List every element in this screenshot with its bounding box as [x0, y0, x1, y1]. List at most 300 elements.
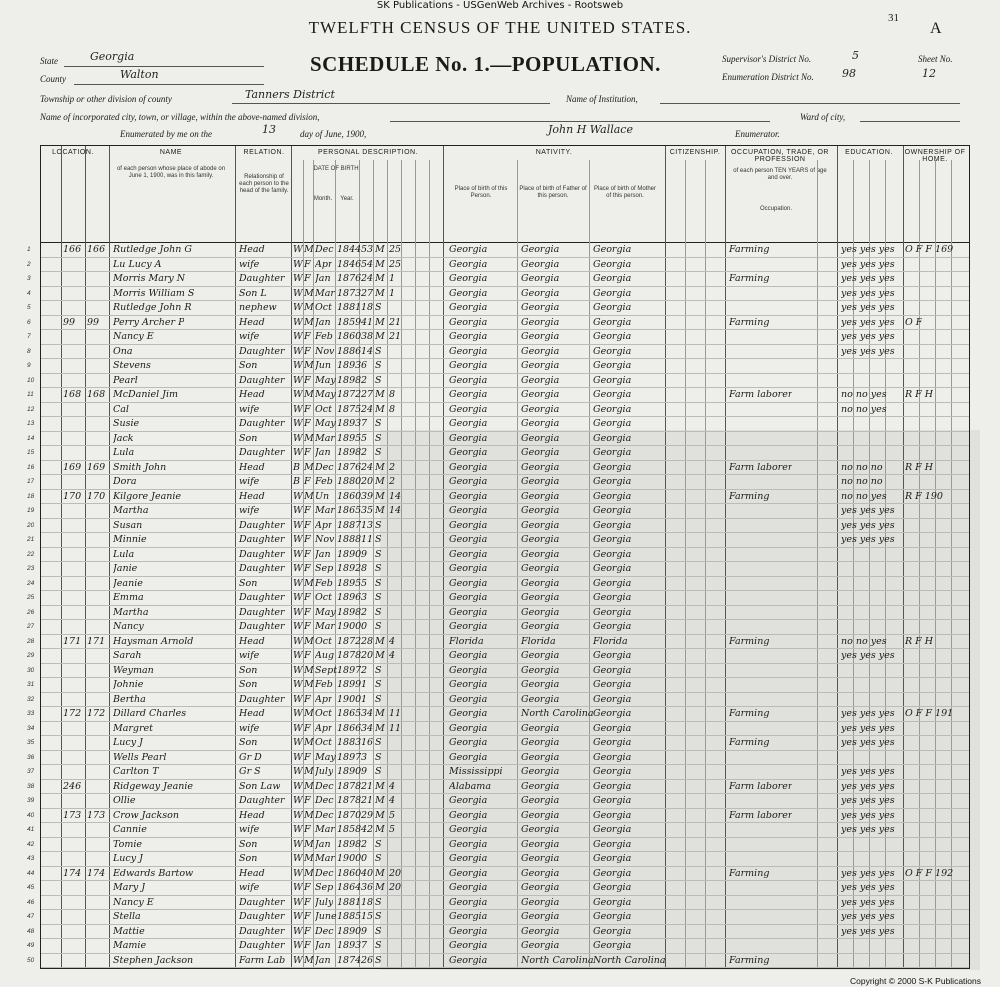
birth-month: Jan — [315, 940, 331, 951]
color: W — [293, 360, 303, 371]
ward-rule — [860, 121, 960, 122]
row-number: 45 — [27, 884, 35, 891]
birthplace: Georgia — [449, 650, 488, 661]
birthplace: Georgia — [449, 360, 488, 371]
row-number: 23 — [27, 565, 35, 572]
color: W — [293, 273, 303, 284]
row-number: 19 — [27, 507, 35, 514]
relation: wife — [239, 505, 260, 516]
birth-month: Apr — [315, 722, 333, 734]
age: 2 — [361, 374, 368, 386]
age: 3 — [361, 592, 368, 603]
sex: M — [304, 838, 314, 850]
relation: Daughter — [239, 418, 285, 429]
person-name: Haysman Arnold — [113, 635, 194, 647]
father-birthplace: Georgia — [521, 302, 560, 313]
marital-condition: M — [375, 780, 385, 792]
sex: F — [304, 795, 311, 806]
person-name: Dora — [113, 476, 137, 487]
sex: M — [304, 490, 314, 502]
color: W — [293, 447, 303, 458]
table-row — [27, 663, 969, 679]
father-birthplace: Georgia — [521, 316, 560, 328]
birth-month: Feb — [315, 331, 333, 342]
row-number: 25 — [27, 594, 35, 601]
birthplace: Georgia — [449, 548, 488, 560]
sex: F — [304, 548, 311, 560]
sex: F — [304, 418, 311, 429]
education: yes yes yes — [841, 331, 895, 342]
row-number: 22 — [27, 550, 35, 558]
birthplace: Georgia — [449, 389, 488, 400]
person-name: Wells Pearl — [113, 751, 167, 763]
birthplace: Georgia — [449, 287, 488, 299]
father-birthplace: Georgia — [521, 882, 560, 893]
sex: F — [304, 925, 311, 937]
father-birthplace: Georgia — [521, 911, 560, 922]
person-name: Morris William S — [113, 287, 195, 299]
relation: Head — [239, 244, 265, 255]
birthplace: Georgia — [449, 722, 488, 734]
table-row — [27, 547, 969, 563]
row-number: 39 — [27, 797, 35, 804]
group-relation: RELATION. — [243, 149, 285, 156]
person-name: Johnie — [113, 679, 144, 690]
marital-condition: M — [375, 635, 385, 647]
father-birthplace: Georgia — [521, 418, 560, 429]
age: 0 — [361, 621, 368, 632]
person-name: Tomie — [113, 838, 142, 850]
sex: M — [304, 244, 314, 255]
relation: Daughter — [239, 606, 285, 618]
relation: Head — [239, 867, 265, 879]
table-row — [27, 924, 969, 940]
table-row — [27, 677, 969, 693]
color: W — [293, 751, 303, 763]
birth-year: 1888 — [337, 534, 362, 545]
person-name: Edwards Bartow — [113, 867, 194, 879]
mother-birthplace: North Carolina — [593, 954, 666, 966]
education: yes yes yes — [841, 925, 895, 937]
birth-month: Dec — [315, 809, 334, 821]
age: 2 — [361, 838, 368, 850]
relation: Daughter — [239, 345, 285, 357]
father-birthplace: North Carolina — [521, 708, 594, 719]
schedule-title: SCHEDULE No. 1.—POPULATION. — [310, 52, 661, 76]
sex: F — [304, 519, 311, 531]
education: no no yes — [841, 403, 887, 415]
family-number: 170 — [87, 490, 106, 502]
birth-month: Jan — [315, 447, 331, 458]
age: 9 — [361, 925, 368, 937]
birth-year: 1893 — [337, 418, 362, 429]
color: W — [293, 345, 303, 357]
marital-condition: M — [375, 258, 385, 270]
enumerated-label: Enumerated by me on the — [120, 129, 212, 139]
person-name: McDaniel Jim — [113, 389, 179, 400]
color: W — [293, 766, 303, 777]
relation: nephew — [239, 302, 277, 313]
birthplace: Mississippi — [449, 766, 503, 777]
birthplace: Georgia — [449, 911, 488, 922]
father-birthplace: Georgia — [521, 722, 560, 734]
table-row — [27, 474, 969, 490]
years-married: 21 — [389, 316, 402, 328]
table-row — [27, 344, 969, 360]
row-number: 40 — [27, 811, 35, 819]
county-label: County — [40, 74, 66, 84]
enumeration-label: Enumeration District No. — [722, 72, 814, 82]
group-ownership: OWNERSHIP OF HOME. — [904, 149, 966, 163]
birth-year: 1860 — [337, 490, 362, 502]
mother-birthplace: Georgia — [593, 766, 632, 777]
father-birthplace: Georgia — [521, 519, 560, 531]
birthplace: Georgia — [449, 374, 488, 386]
age: 9 — [361, 766, 368, 777]
occupation: Farming — [729, 737, 770, 748]
person-name: Lu Lucy A — [113, 258, 162, 270]
row-number: 36 — [27, 753, 35, 761]
table-row — [27, 242, 969, 258]
year-head: Year. — [340, 196, 354, 202]
ownership: O F — [905, 316, 923, 328]
birth-month: Dec — [315, 925, 334, 937]
age: 7 — [361, 940, 368, 951]
marital-condition: S — [375, 563, 382, 574]
father-birthplace: Georgia — [521, 664, 560, 676]
person-name: Lucy J — [113, 853, 143, 864]
birth-month: Oct — [315, 635, 332, 647]
marital-condition: M — [375, 882, 385, 893]
row-number: 33 — [27, 710, 35, 717]
color: W — [293, 563, 303, 574]
relation: Son Law — [239, 780, 281, 792]
relation: Son — [239, 577, 258, 589]
occupation: Farming — [729, 316, 770, 328]
father-birthplace: Georgia — [521, 476, 560, 487]
education: yes yes yes — [841, 273, 895, 284]
mother-birthplace: Georgia — [593, 244, 632, 255]
mother-birthplace: Georgia — [593, 447, 632, 458]
birth-year: 1885 — [337, 911, 362, 922]
enumerator-label: Enumerator. — [735, 129, 780, 139]
table-row — [27, 532, 969, 548]
group-occupation: OCCUPATION, TRADE, OR PROFESSION — [730, 149, 829, 163]
table-row — [27, 605, 969, 621]
color: W — [293, 664, 303, 676]
sex: F — [304, 505, 311, 516]
row-number: 14 — [27, 434, 35, 442]
birth-month: Jan — [315, 273, 331, 284]
ownership: R F 190 — [905, 490, 943, 502]
person-name: Mattie — [113, 925, 145, 937]
person-name: Ollie — [113, 795, 136, 806]
occupation: Farming — [729, 273, 770, 284]
mother-birthplace: Georgia — [593, 650, 632, 661]
birth-year: 1878 — [337, 650, 362, 661]
age: 18 — [361, 896, 374, 908]
birthplace: Georgia — [449, 606, 488, 618]
birth-year: 1876 — [337, 461, 362, 473]
birthplace: Georgia — [449, 679, 488, 690]
table-row — [27, 837, 969, 853]
marital-condition: S — [375, 940, 382, 951]
relation: Gr S — [239, 766, 261, 777]
dwelling-number: 171 — [63, 635, 82, 647]
mother-birthplace: Georgia — [593, 838, 632, 850]
education: yes yes yes — [841, 722, 895, 734]
birth-month: Dec — [315, 244, 334, 255]
person-name: Jack — [113, 432, 134, 444]
mother-birthplace: Georgia — [593, 867, 632, 879]
table-row — [27, 692, 969, 708]
nativity-person: Place of birth of this Person. — [454, 186, 508, 199]
birthplace: Georgia — [449, 302, 488, 313]
relation: wife — [239, 476, 260, 487]
relation: Daughter — [239, 534, 285, 545]
mother-birthplace: Florida — [593, 635, 628, 647]
birth-year: 1873 — [337, 287, 362, 299]
color: W — [293, 795, 303, 806]
person-name: Lula — [113, 548, 135, 560]
birth-month: Oct — [315, 592, 332, 603]
relation: Daughter — [239, 896, 285, 908]
marital-condition: M — [375, 809, 385, 821]
birthplace: Georgia — [449, 708, 488, 719]
row-number: 38 — [27, 782, 35, 790]
age: 24 — [361, 403, 374, 415]
years-married: 4 — [389, 780, 396, 792]
color: W — [293, 867, 303, 879]
state-value: Georgia — [90, 50, 135, 63]
person-name: Nancy — [113, 621, 144, 632]
table-row — [27, 808, 969, 824]
row-number: 2 — [27, 260, 31, 268]
years-married: 25 — [389, 258, 402, 270]
mother-birthplace: Georgia — [593, 316, 632, 328]
mother-birthplace: Georgia — [593, 273, 632, 284]
sex: F — [304, 911, 311, 922]
state-label: State — [40, 56, 58, 66]
color: W — [293, 519, 303, 531]
enumerated-date-label: day of June, 1900, — [300, 129, 367, 139]
county-value: Walton — [120, 68, 159, 81]
marital-condition: S — [375, 548, 382, 560]
mother-birthplace: Georgia — [593, 403, 632, 415]
marital-condition: M — [375, 795, 385, 806]
birthplace: Georgia — [449, 795, 488, 806]
township-rule — [232, 103, 550, 104]
age: 40 — [361, 867, 374, 879]
education: no no yes — [841, 635, 887, 647]
birth-year: 1897 — [337, 751, 362, 763]
table-row — [27, 431, 969, 447]
occupation: Farming — [729, 708, 770, 719]
row-number: 16 — [27, 463, 35, 471]
county-rule — [74, 84, 264, 85]
city-label: Name of incorporated city, town, or village, within the above-named division, — [40, 112, 320, 122]
person-name: Jeanie — [113, 577, 143, 589]
mother-birthplace: Georgia — [593, 664, 632, 676]
person-name: Weyman — [113, 664, 154, 676]
person-name: Stephen Jackson — [113, 954, 194, 966]
person-name: Sarah — [113, 650, 142, 661]
occupation: Farming — [729, 244, 770, 255]
age: 7 — [361, 418, 368, 429]
father-birthplace: Georgia — [521, 853, 560, 864]
color: W — [293, 534, 303, 545]
table-row — [27, 706, 969, 722]
row-number: 46 — [27, 898, 35, 906]
table-row — [27, 518, 969, 534]
father-birthplace: Georgia — [521, 925, 560, 937]
birthplace: Georgia — [449, 534, 488, 545]
education: yes yes yes — [841, 258, 895, 270]
birthplace: Georgia — [449, 867, 488, 879]
birth-year: 1864 — [337, 882, 362, 893]
birth-year: 1870 — [337, 809, 362, 821]
row-number: 7 — [27, 333, 31, 340]
age: 20 — [361, 650, 374, 661]
mother-birthplace: Georgia — [593, 896, 632, 908]
marital-condition: S — [375, 679, 382, 690]
birth-month: Apr — [315, 519, 333, 531]
father-birthplace: Georgia — [521, 461, 560, 473]
marital-condition: M — [375, 824, 385, 835]
person-name: Stella — [113, 911, 141, 922]
dwelling-number: 170 — [63, 490, 82, 502]
birthplace: Georgia — [449, 418, 488, 429]
birth-month: Sept — [315, 664, 338, 676]
birth-month: May — [315, 606, 336, 618]
age: 41 — [361, 316, 374, 328]
years-married: 1 — [389, 273, 396, 284]
education: no no yes — [841, 490, 887, 502]
enumerated-day: 13 — [262, 123, 276, 136]
row-number: 3 — [27, 275, 31, 282]
person-name: Stevens — [113, 360, 151, 371]
birth-year: 1878 — [337, 780, 362, 792]
occupation-col: Occupation. — [759, 206, 793, 212]
color: W — [293, 853, 303, 864]
ownership: R F H — [905, 461, 934, 473]
years-married: 11 — [389, 722, 402, 734]
ownership: O F F 192 — [905, 867, 954, 879]
birthplace: Georgia — [449, 896, 488, 908]
birth-year: 1866 — [337, 722, 362, 734]
color: W — [293, 650, 303, 661]
row-number: 29 — [27, 652, 35, 659]
row-number: 13 — [27, 420, 35, 427]
person-name: Mary J — [113, 882, 146, 893]
marital-condition: M — [375, 331, 385, 342]
person-name: Susan — [113, 519, 143, 531]
birthplace: Georgia — [449, 809, 488, 821]
birthplace: Georgia — [449, 273, 488, 284]
father-birthplace: Georgia — [521, 809, 560, 821]
table-row — [27, 315, 969, 331]
source-banner: SK Publications - USGenWeb Archives - Rootsweb — [376, 0, 624, 11]
dwelling-number: 174 — [63, 867, 82, 879]
sex: M — [304, 461, 314, 473]
birthplace: Florida — [449, 635, 484, 647]
father-birthplace: Georgia — [521, 331, 560, 342]
marital-condition: M — [375, 505, 385, 516]
birth-year: 1860 — [337, 867, 362, 879]
person-name: Perry Archer P — [113, 316, 185, 328]
father-birthplace: Georgia — [521, 258, 560, 270]
father-birthplace: Georgia — [521, 679, 560, 690]
row-number: 43 — [27, 855, 35, 862]
sex: M — [304, 737, 314, 748]
age: 6 — [361, 360, 368, 371]
mother-birthplace: Georgia — [593, 780, 632, 792]
table-row — [27, 402, 969, 418]
table-row — [27, 590, 969, 606]
population-table — [27, 145, 970, 969]
birth-year: 1860 — [337, 331, 362, 342]
father-birthplace: Georgia — [521, 360, 560, 371]
marital-condition: S — [375, 432, 382, 444]
father-birthplace: Georgia — [521, 766, 560, 777]
color: W — [293, 809, 303, 821]
color: W — [293, 389, 303, 400]
sex: M — [304, 302, 314, 313]
birth-month: Feb — [315, 476, 333, 487]
row-number: 49 — [27, 942, 35, 949]
age: 28 — [361, 635, 374, 647]
birthplace: Georgia — [449, 751, 488, 763]
row-number: 48 — [27, 927, 35, 935]
family-number: 171 — [87, 635, 106, 647]
color: W — [293, 838, 303, 850]
sex: M — [304, 853, 314, 864]
relation: Daughter — [239, 621, 285, 632]
table-row — [27, 909, 969, 925]
sex: M — [304, 679, 314, 690]
age: 20 — [361, 476, 374, 487]
birth-year: 1893 — [337, 360, 362, 371]
birthplace: Georgia — [449, 490, 488, 502]
city-rule — [390, 121, 770, 122]
table-row — [27, 576, 969, 592]
table-row — [27, 779, 969, 795]
birth-year: 1878 — [337, 795, 362, 806]
age: 27 — [361, 287, 374, 299]
table-row — [27, 866, 969, 882]
years-married: 20 — [389, 867, 402, 879]
row-number: 35 — [27, 739, 35, 746]
color: W — [293, 432, 303, 444]
table-row — [27, 822, 969, 838]
dwelling-number: 99 — [63, 316, 76, 328]
family-number: 172 — [87, 708, 106, 719]
sex: M — [304, 708, 314, 719]
years-married: 20 — [389, 882, 402, 893]
marital-condition: M — [375, 708, 385, 719]
father-birthplace: Georgia — [521, 287, 560, 299]
education: yes yes yes — [841, 737, 895, 748]
birthplace: Georgia — [449, 882, 488, 893]
dwelling-number: 246 — [63, 780, 82, 792]
birthplace: Georgia — [449, 925, 488, 937]
age: 26 — [361, 954, 374, 966]
color: W — [293, 911, 303, 922]
marital-condition: S — [375, 751, 382, 763]
table-row — [27, 648, 969, 664]
birthplace: Georgia — [449, 331, 488, 342]
mother-birthplace: Georgia — [593, 563, 632, 574]
